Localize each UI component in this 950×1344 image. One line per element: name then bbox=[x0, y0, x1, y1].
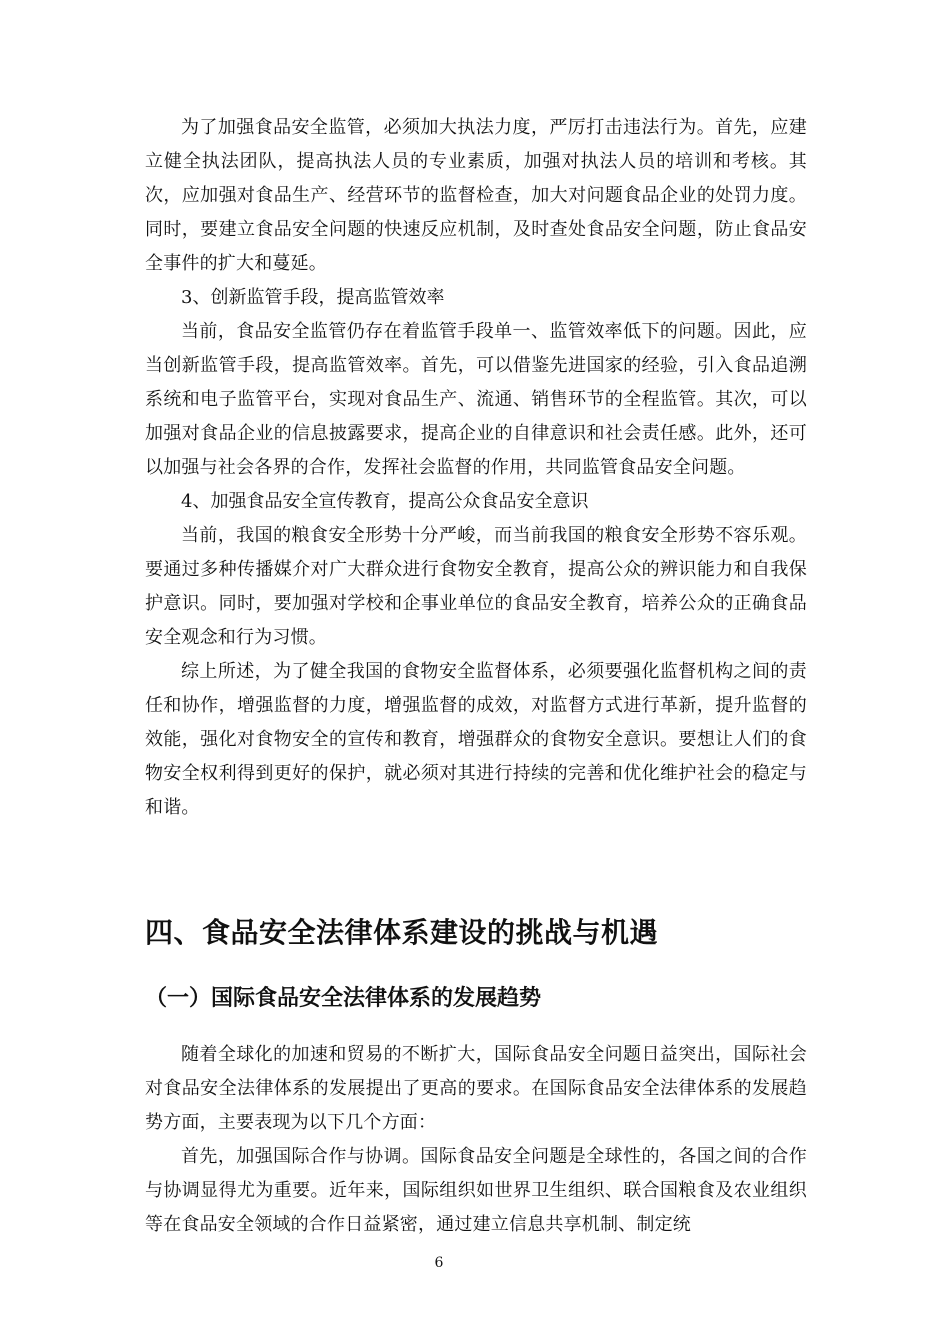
subheading-innovate-supervision: 3、创新监管手段，提高监管效率 bbox=[181, 287, 445, 308]
section-heading: 四、食品安全法律体系建设的挑战与机遇 bbox=[145, 916, 659, 949]
subheading-safety-education: 4、加强食品安全宣传教育，提高公众食品安全意识 bbox=[181, 491, 589, 512]
paragraph-international-cooperation: 首先，加强国际合作与协调。国际食品安全问题是全球性的，各国之间的合作与协调显得尤为重要。近年来，国际组织如世界卫生组织、联合国粮食及农业组织等在食品安全领域的合作日益紧密，通过建立信息共享机制、制定统 bbox=[145, 1146, 807, 1235]
paragraph-safety-education: 当前，我国的粮食安全形势十分严峻，而当前我国的粮食安全形势不容乐观。要通过多种传播媒介对广大群众进行食物安全教育，提高公众的辨识能力和自我保护意识。同时，要加强对学校和企事业单位的食品安全教育，培养公众的正确食品安全观念和行为习惯。 bbox=[145, 525, 807, 648]
paragraph-international-trends: 随着全球化的加速和贸易的不断扩大，国际食品安全问题日益突出，国际社会对食品安全法律体系的发展提出了更高的要求。在国际食品安全法律体系的发展趋势方面，主要表现为以下几个方面： bbox=[145, 1044, 807, 1133]
body-text-lower bbox=[145, 1038, 807, 1242]
subsection-heading: （一）国际食品安全法律体系的发展趋势 bbox=[145, 986, 542, 1011]
body-text-upper bbox=[145, 111, 807, 825]
paragraph-conclusion: 综上所述，为了健全我国的食物安全监督体系，必须要强化监督机构之间的责任和协作，增强监督的力度，增强监督的成效，对监督方式进行革新，提升监督的效能，强化对食物安全的宣传和教育，增强群众的食物安全意识。要想让人们的食物安全权利得到更好的保护，就必须对其进行持续的完善和优化维护社会的稳定与和谐。 bbox=[145, 661, 807, 818]
page-number: 6 bbox=[434, 1255, 444, 1271]
paragraph-enforcement: 为了加强食品安全监管，必须加大执法力度，严厉打击违法行为。首先，应建立健全执法团队，提高执法人员的专业素质，加强对执法人员的培训和考核。其次，应加强对食品生产、经营环节的监督检查，加大对问题食品企业的处罚力度。同时，要建立食品安全问题的快速反应机制，及时查处食品安全问题，防止食品安全事件的扩大和蔓延。 bbox=[145, 117, 807, 274]
paragraph-innovate-supervision: 当前，食品安全监管仍存在着监管手段单一、监管效率低下的问题。因此，应当创新监管手段，提高监管效率。首先，可以借鉴先进国家的经验，引入食品追溯系统和电子监管平台，实现对食品生产、流通、销售环节的全程监管。其次，可以加强对食品企业的信息披露要求，提高企业的自律意识和社会责任感。此外，还可以加强与社会各界的合作，发挥社会监督的作用，共同监管食品安全问题。 bbox=[145, 321, 807, 478]
